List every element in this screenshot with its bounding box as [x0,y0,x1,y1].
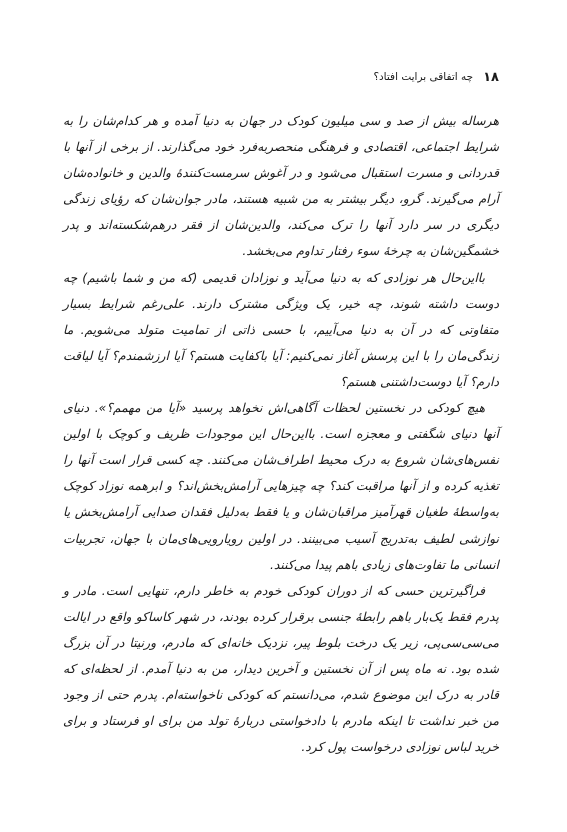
paragraph-4: فراگیرترین حسی که از دوران کودکی خودم به خاطر دارم، تنهایی است. مادر و پدرم فقط یک‌بار باهم رابطهٔ جنسی برقرار کرده بودند، در شهر کاساکو واقع در ایالت می‌سی‌سی‌پی، زیر یک درخت بلوط پیر، نزدیک خانه‌ای که مادرم، ورنیتا در آن بزرگ شده بود. نه ماه پس از آن نخستین و آخرین دیدار، من به دنیا آمدم. از لحظه‌ای که قادر به درک این موضوع شدم، می‌دانستم که کودکی ناخواسته‌ام. پدرم حتی از وجود من خبر نداشت تا اینکه مادرم با دادخواستی دربارهٔ تولد من برای او فرستاد و برای خرید لباس نوزادی درخواست پول کرد. [63,582,499,755]
page-header [68,66,499,88]
page-number: ۱۸ [483,69,499,85]
paragraph-3: هیچ کودکی در نخستین لحظات آگاهی‌اش نخواهد پرسید «آیا من مهمم؟». دنیای آنها دنیای شگفتی و معجزه است. بااین‌حال این موجودات ظریف و کوچک با اولین نفس‌های‌شان شروع به درک محیط اطراف‌شان می‌کنند. چه کسی قرار است آنها را تغذیه کرده و از آنها مراقبت کند؟ چه چیزهایی آرامش‌بخش‌اند؟ و ابرهمه نوزاد کوچک به‌واسطهٔ طغیان قهرآمیز مراقبان‌شان و یا فقط به‌دلیل فقدان صدایی آرامش‌بخش یا نوازشی لطیف به‌تدریج آسیب می‌بینند. در اولین رویارویی‌های‌مان با جهان، تجربیات انسانی ما تفاوت‌های زیادی باهم پیدا می‌کنند. [63,400,499,572]
paragraph-2: بااین‌حال هر نوزادی که به دنیا می‌آید و نوزادان قدیمی (که من و شما باشیم) چه دوست داشته شوند، چه خیر، یک ویژگی مشترک دارند. علی‌رغم شرایط بسیار متفاوتی که در آن به دنیا می‌آییم، با حسی ذاتی از تمامیت متولد می‌شویم. ما زندگی‌مان را با این پرسش آغاز نمی‌کنیم: آیا باکفایت هستم؟ آیا ارزشمندم؟ آیا لیاقت دارم؟ آیا دوست‌داشتنی هستم؟ [63,269,499,389]
body-text [63,108,499,760]
paragraph-1: هرساله بیش از صد و سی میلیون کودک در جهان به دنیا آمده و هر کدام‌شان را به شرایط اجتماعی، اقتصادی و فرهنگی منحصربه‌فرد خود می‌گذارند. از برخی از آنها با قدردانی و مسرت استقبال می‌شود و در آغوش سرمست‌کنندهٔ والدین و خانواده‌شان آرام می‌گیرند. گرو، دیگر بیشتر به من شبیه هستند، مادر جوان‌شان که رؤیای زندگی دیگری در سر دارد آنها را ترک می‌کند، والدین‌شان از فقر درهم‌شکسته‌اند و پدر خشمگین‌شان به چرخهٔ سوء رفتار تداوم می‌بخشد. [63,113,499,259]
running-title: چه اتفاقی برایت افتاد؟ [373,71,474,83]
